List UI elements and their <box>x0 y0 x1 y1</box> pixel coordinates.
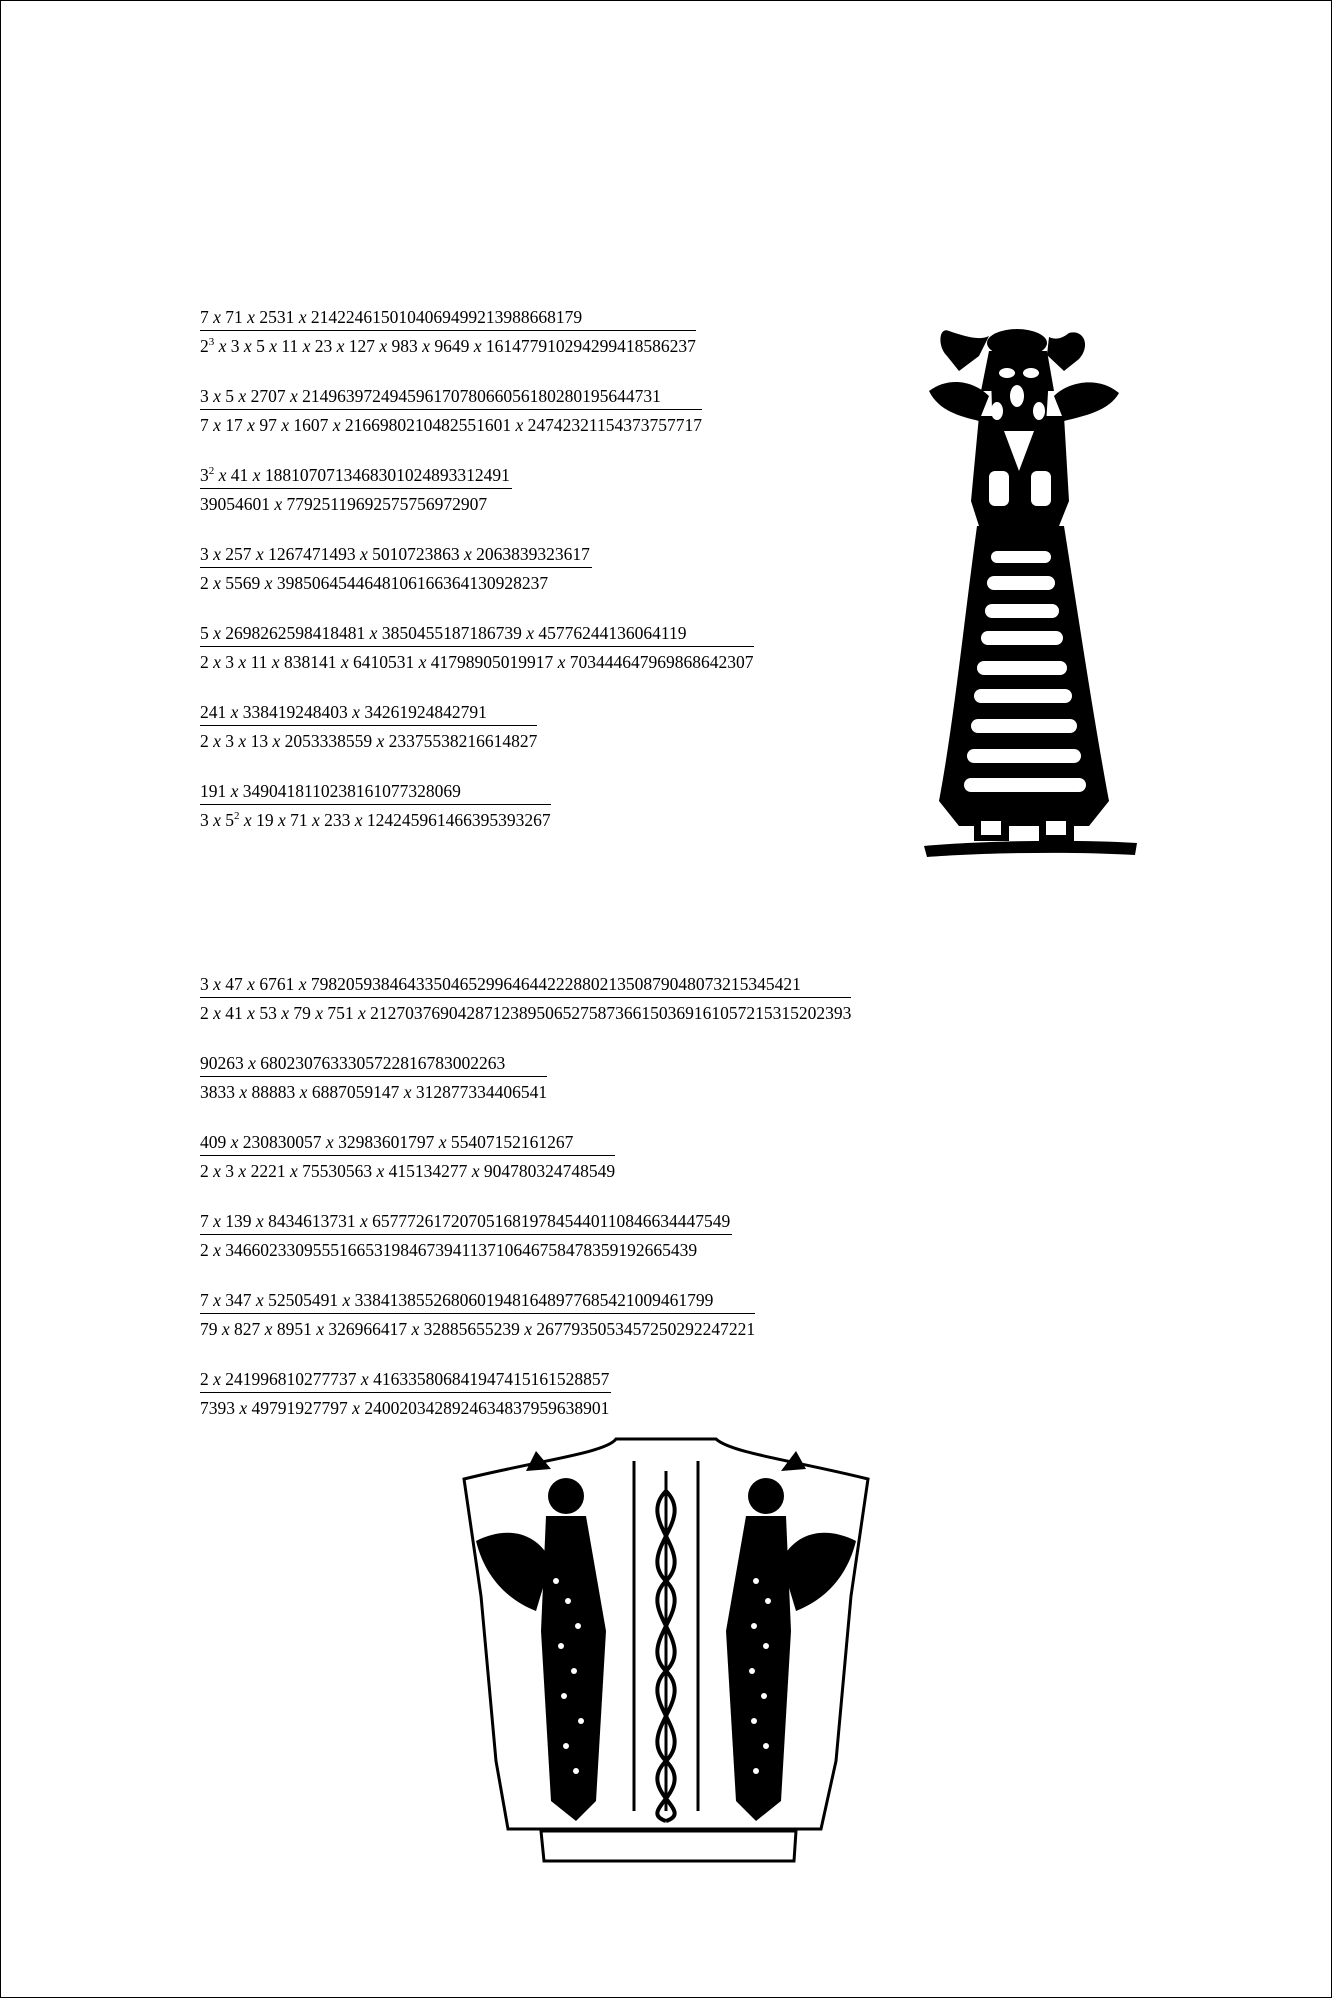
factor-base: 312877334406541 <box>415 1082 548 1102</box>
factor-exponent: 3 <box>208 336 215 348</box>
factor-base: 347 <box>225 1290 252 1310</box>
factor-base: 11 <box>281 336 299 356</box>
factor-base: 838141 <box>283 652 337 672</box>
factor-base: 7 <box>200 415 209 435</box>
times-symbol: x <box>264 336 282 356</box>
factor-base: 2 <box>200 1161 209 1181</box>
factor-base: 230830057 <box>242 1132 322 1152</box>
fraction-denominator <box>200 998 851 1024</box>
times-symbol: x <box>208 652 226 672</box>
fraction-group-bottom <box>200 973 851 1447</box>
times-symbol: x <box>298 336 315 356</box>
times-symbol: x <box>294 307 311 327</box>
fraction-denominator <box>200 647 754 673</box>
factor-base: 55407152161267 <box>450 1132 574 1152</box>
factor-base: 8434613731 <box>268 1211 356 1231</box>
factor-base: 2707 <box>250 386 286 406</box>
factor-base: 5010723863 <box>372 544 460 564</box>
times-symbol: x <box>307 810 325 830</box>
factor-base: 2698262598418481 <box>225 623 366 643</box>
times-symbol: x <box>350 810 367 830</box>
factor-base: 79 <box>200 1319 218 1339</box>
fraction <box>200 701 754 752</box>
factor-base: 5 <box>225 810 235 830</box>
fraction <box>200 973 851 1024</box>
times-symbol: x <box>234 731 251 751</box>
factor-base: 6887059147 <box>311 1082 400 1102</box>
fraction-numerator <box>200 1131 615 1156</box>
factor-base: 124245961466395393267 <box>366 810 551 830</box>
factor-base: 5 <box>200 623 209 643</box>
times-symbol: x <box>347 702 365 722</box>
factor-base: 2 <box>200 731 209 751</box>
fraction <box>200 622 754 673</box>
factor-base: 2 <box>200 1369 209 1389</box>
fraction <box>200 464 754 515</box>
factor-base: 24742321154373757717 <box>527 415 703 435</box>
factor-base: 415134277 <box>388 1161 468 1181</box>
factor-base: 45776244136064119 <box>538 623 687 643</box>
times-symbol: x <box>214 465 231 485</box>
times-symbol: x <box>214 336 231 356</box>
times-symbol: x <box>242 415 260 435</box>
factor-base: 3985064544648106166364130928237 <box>276 573 549 593</box>
factor-base: 2677935053457250292247221 <box>536 1319 756 1339</box>
factor-base: 21496397249459617078066056180280195644731 <box>302 386 661 406</box>
times-symbol: x <box>239 336 257 356</box>
times-symbol: x <box>208 1240 226 1260</box>
times-symbol: x <box>234 652 251 672</box>
factor-base: 346602330955516653198467394113710646758478359192665439 <box>225 1240 698 1260</box>
factor-base: 3 <box>225 731 235 751</box>
factor-base: 2221 <box>250 1161 286 1181</box>
times-symbol: x <box>208 307 226 327</box>
factor-base: 3850455187186739 <box>381 623 522 643</box>
factor-base: 6802307633305722816783002263 <box>260 1053 506 1073</box>
factor-base: 2 <box>200 1003 209 1023</box>
times-symbol: x <box>276 1003 294 1023</box>
factor-base: 2053338559 <box>284 731 373 751</box>
factor-base: 2063839323617 <box>476 544 590 564</box>
factor-base: 32983601797 <box>338 1132 435 1152</box>
factor-exponent: 2 <box>208 465 215 477</box>
times-symbol: x <box>270 494 287 514</box>
factor-base: 257 <box>225 544 252 564</box>
times-symbol: x <box>208 415 226 435</box>
factor-base: 90263 <box>200 1053 244 1073</box>
times-symbol: x <box>467 1161 484 1181</box>
times-symbol: x <box>242 974 260 994</box>
times-symbol: x <box>310 1003 328 1023</box>
factor-base: 47 <box>225 974 243 994</box>
factor-base: 5 <box>225 386 235 406</box>
factor-base: 241 <box>200 702 227 722</box>
factor-base: 3 <box>200 544 209 564</box>
times-symbol: x <box>321 1132 339 1152</box>
times-symbol: x <box>208 573 226 593</box>
times-symbol: x <box>268 731 285 751</box>
factor-base: 233 <box>324 810 351 830</box>
factor-base: 326966417 <box>328 1319 408 1339</box>
factor-base: 79 <box>293 1003 311 1023</box>
times-symbol: x <box>208 623 226 643</box>
times-symbol: x <box>208 544 226 564</box>
factor-base: 5569 <box>225 573 261 593</box>
times-symbol: x <box>208 1290 226 1310</box>
times-symbol: x <box>235 1398 252 1418</box>
factor-base: 2127037690428712389506527587366150369161057215315202393 <box>370 1003 852 1023</box>
times-symbol: x <box>407 1319 424 1339</box>
factor-base: 71 <box>290 810 308 830</box>
factor-base: 97 <box>259 415 277 435</box>
times-symbol: x <box>226 781 243 801</box>
robed-figure-drawing <box>919 321 1141 861</box>
factor-base: 52505491 <box>268 1290 339 1310</box>
factor-base: 3490418110238161077328069 <box>242 781 461 801</box>
fraction-denominator <box>200 331 696 357</box>
fraction-denominator <box>200 1235 732 1261</box>
factor-base: 39054601 <box>200 494 270 514</box>
factor-base: 23 <box>314 336 333 356</box>
times-symbol: x <box>260 573 277 593</box>
factor-base: 139 <box>225 1211 252 1231</box>
factor-base: 2142246150104069499213988668179 <box>310 307 583 327</box>
factor-base: 49791927797 <box>251 1398 348 1418</box>
fraction-denominator <box>200 1393 611 1419</box>
times-symbol: x <box>338 1290 355 1310</box>
times-symbol: x <box>434 1132 451 1152</box>
factor-base: 3833 <box>200 1082 235 1102</box>
factor-base: 1881070713468301024893312491 <box>264 465 510 485</box>
factor-base: 7 <box>200 1211 209 1231</box>
times-symbol: x <box>248 465 265 485</box>
factor-base: 3 <box>230 336 240 356</box>
times-symbol: x <box>234 1161 251 1181</box>
times-symbol: x <box>353 1003 371 1023</box>
factor-base: 2166980210482551601 <box>344 415 512 435</box>
times-symbol: x <box>273 810 291 830</box>
times-symbol: x <box>235 1082 252 1102</box>
times-symbol: x <box>294 974 311 994</box>
factor-base: 41 <box>225 1003 243 1023</box>
factor-base: 33841385526806019481648977685421009461799 <box>354 1290 714 1310</box>
times-symbol: x <box>355 1211 373 1231</box>
times-symbol: x <box>328 415 345 435</box>
times-symbol: x <box>208 974 226 994</box>
factor-base: 9649 <box>434 336 470 356</box>
fraction-numerator <box>200 1052 547 1077</box>
factor-base: 41 <box>230 465 249 485</box>
times-symbol: x <box>372 731 389 751</box>
factor-base: 983 <box>391 336 418 356</box>
times-symbol: x <box>285 386 303 406</box>
factor-base: 11 <box>250 652 268 672</box>
times-symbol: x <box>399 1082 416 1102</box>
factor-base: 2531 <box>259 307 295 327</box>
fraction-numerator <box>200 1289 755 1314</box>
factor-base: 8951 <box>276 1319 312 1339</box>
times-symbol: x <box>208 1369 226 1389</box>
times-symbol: x <box>226 1132 243 1152</box>
times-symbol: x <box>336 652 353 672</box>
times-symbol: x <box>267 652 284 672</box>
factor-base: 13 <box>250 731 269 751</box>
times-symbol: x <box>242 1003 260 1023</box>
factor-base: 751 <box>327 1003 354 1023</box>
factor-base: 34261924842791 <box>364 702 487 722</box>
fraction <box>200 543 754 594</box>
factor-base: 19 <box>256 810 274 830</box>
factor-base: 79820593846433504652996464422288021350879048073215345421 <box>310 974 801 994</box>
factor-base: 1607 <box>293 415 329 435</box>
times-symbol: x <box>251 544 269 564</box>
times-symbol: x <box>208 1211 226 1231</box>
factor-base: 703444647969868642307 <box>569 652 754 672</box>
times-symbol: x <box>242 307 260 327</box>
times-symbol: x <box>356 1369 374 1389</box>
factor-base: 3 <box>225 652 235 672</box>
factor-base: 161477910294299418586237 <box>485 336 696 356</box>
fraction-numerator <box>200 306 696 331</box>
factor-base: 416335806841947415161528857 <box>373 1369 610 1389</box>
times-symbol: x <box>375 336 392 356</box>
fraction-denominator <box>200 568 592 594</box>
times-symbol: x <box>243 1053 261 1073</box>
factor-base: 17 <box>225 415 243 435</box>
fraction <box>200 1368 851 1419</box>
fraction <box>200 385 754 436</box>
fraction <box>200 1289 851 1340</box>
factor-base: 3 <box>200 386 209 406</box>
times-symbol: x <box>332 336 349 356</box>
factor-base: 904780324748549 <box>483 1161 616 1181</box>
fraction-numerator <box>200 973 851 998</box>
times-symbol: x <box>553 652 570 672</box>
factor-base: 65777261720705168197845440110846634447549 <box>372 1211 731 1231</box>
fraction-numerator <box>200 701 537 726</box>
fraction-numerator <box>200 543 592 568</box>
factor-base: 2 <box>200 1240 209 1260</box>
times-symbol: x <box>519 1319 537 1339</box>
times-symbol: x <box>251 1290 269 1310</box>
factor-base: 88883 <box>251 1082 296 1102</box>
fraction-numerator <box>200 1210 732 1235</box>
factor-base: 6410531 <box>352 652 415 672</box>
factor-base: 191 <box>200 781 227 801</box>
times-symbol: x <box>459 544 477 564</box>
fraction-denominator <box>200 489 512 515</box>
factor-base: 41798905019917 <box>430 652 554 672</box>
times-symbol: x <box>260 1319 277 1339</box>
fraction-denominator <box>200 1314 755 1340</box>
times-symbol: x <box>251 1211 269 1231</box>
fraction-group-top <box>200 306 754 859</box>
factor-exponent: 2 <box>234 810 240 822</box>
factor-base: 7 <box>200 1290 209 1310</box>
times-symbol: x <box>417 336 435 356</box>
factor-base: 127 <box>348 336 376 356</box>
times-symbol: x <box>469 336 486 356</box>
times-symbol: x <box>208 810 226 830</box>
fraction-denominator <box>200 1077 547 1103</box>
factor-base: 2 <box>200 336 209 356</box>
fraction <box>200 1131 851 1182</box>
factor-base: 5 <box>256 336 265 356</box>
factor-base: 6761 <box>259 974 295 994</box>
times-symbol: x <box>521 623 539 643</box>
times-symbol: x <box>511 415 528 435</box>
times-symbol: x <box>208 731 226 751</box>
fraction-denominator <box>200 410 702 436</box>
fraction <box>200 1052 851 1103</box>
times-symbol: x <box>208 386 226 406</box>
factor-base: 1267471493 <box>268 544 356 564</box>
factor-base: 7 <box>200 307 209 327</box>
factor-base: 7393 <box>200 1398 235 1418</box>
fraction-numerator <box>200 464 512 489</box>
times-symbol: x <box>414 652 431 672</box>
times-symbol: x <box>208 1003 226 1023</box>
factor-base: 75530563 <box>302 1161 373 1181</box>
fraction-numerator <box>200 780 551 805</box>
factor-base: 3 <box>200 465 209 485</box>
factor-base: 3 <box>200 974 209 994</box>
fraction-numerator <box>200 385 702 410</box>
times-symbol: x <box>276 415 294 435</box>
times-symbol: x <box>285 1161 303 1181</box>
factor-base: 3 <box>200 810 209 830</box>
factor-base: 23375538216614827 <box>388 731 538 751</box>
times-symbol: x <box>239 810 257 830</box>
fraction <box>200 780 754 831</box>
winged-figures-seal-drawing <box>456 1431 876 1866</box>
times-symbol: x <box>347 1398 365 1418</box>
times-symbol: x <box>295 1082 312 1102</box>
fraction-numerator <box>200 1368 611 1393</box>
factor-base: 2400203428924634837959638901 <box>364 1398 610 1418</box>
factor-base: 32885655239 <box>423 1319 520 1339</box>
factor-base: 2 <box>200 573 209 593</box>
times-symbol: x <box>217 1319 235 1339</box>
times-symbol: x <box>208 1161 226 1181</box>
factor-base: 338419248403 <box>242 702 348 722</box>
times-symbol: x <box>226 702 243 722</box>
fraction-numerator <box>200 622 754 647</box>
factor-base: 409 <box>200 1132 227 1152</box>
times-symbol: x <box>311 1319 329 1339</box>
times-symbol: x <box>365 623 382 643</box>
factor-base: 53 <box>259 1003 277 1023</box>
fraction-denominator <box>200 805 551 831</box>
factor-base: 827 <box>234 1319 261 1339</box>
fraction-denominator <box>200 1156 615 1182</box>
factor-base: 3 <box>225 1161 235 1181</box>
factor-base: 2 <box>200 652 209 672</box>
times-symbol: x <box>372 1161 389 1181</box>
times-symbol: x <box>355 544 373 564</box>
fraction <box>200 1210 851 1261</box>
factor-base: 71 <box>225 307 243 327</box>
fraction-denominator <box>200 726 537 752</box>
factor-base: 241996810277737 <box>225 1369 357 1389</box>
times-symbol: x <box>234 386 251 406</box>
fraction <box>200 306 754 357</box>
factor-base: 77925119692575756972907 <box>286 494 488 514</box>
